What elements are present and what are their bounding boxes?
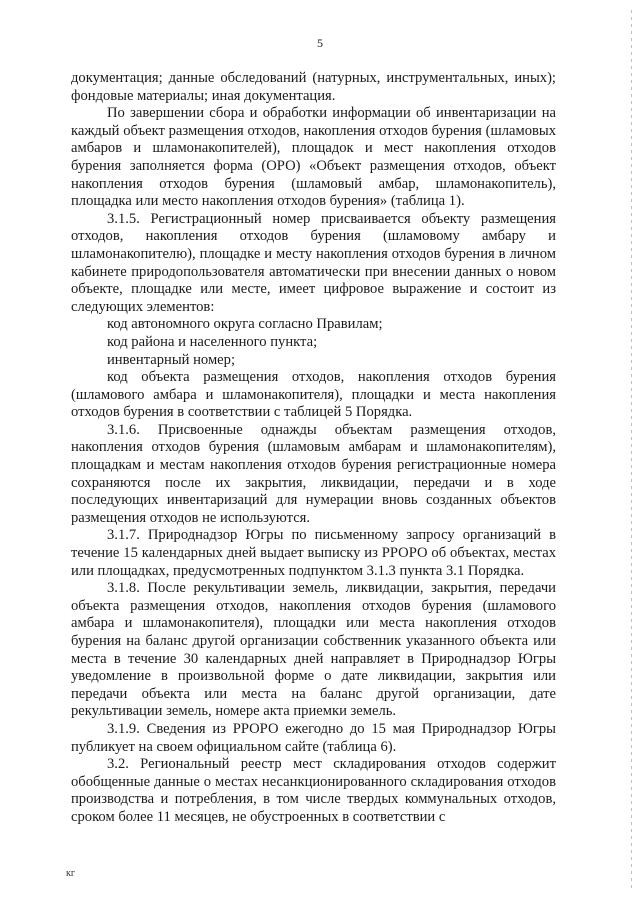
list-item-inventory-number: инвентарный номер; [107,351,236,368]
list-item-okrug-code: код автономного округа согласно Правилам; [107,316,383,333]
paragraph-3-2: 3.2. Региональный реестр мест складирования отходов содержит обобщенные данные о местах несанкционированного складирования отходов производства и потребления, в том числе твердых коммунальных отходов, сроком более 11 месяцев, не обустроенных в соответствии с [71,756,556,825]
paragraph-3-1-7: 3.1.7. Природнадзор Югры по письменному запросу организаций в течение 15 календарных дней выдает выписку из РРОРО об объектах, местах или площадках, предусмотренных подпунктом 3.1.3 пункта 3.1 Порядка. [71,527,556,579]
paragraph-3-1-8: 3.1.8. После рекультивации земель, ликвидации, закрытия, передачи объекта размещения отходов, накопления отходов бурения (шламового амбара и шламонакопителя), площадки или места накопления отходов бурения на баланс другой организации собственник указанного объекта или места в течение 30 календарных дней направляет в Природнадзор Югры уведомление в произвольной форме о дате ликвидации, закрытия или передачи объекта или места на баланс другой организации, дате рекультивации земель, номере акта приемки земель. [71,580,556,720]
list-item-district-code: код района и населенного пункта; [107,333,318,350]
paragraph-3-1-9: 3.1.9. Сведения из РРОРО ежегодно до 15 мая Природнадзор Югры публикует на своем официальном сайте (таблица 6). [71,720,556,755]
paragraph-3-1-6: 3.1.6. Присвоенные однажды объектам размещения отходов, накопления отходов бурения (шламовым амбарам и шламонакопителям), площадкам и местам накопления отходов бурения регистрационные номера сохраняются после их закрытия, ликвидации, передачи и в ходе последующих инвентаризаций для нумерации вновь созданных объектов размещения отходов не используются. [71,421,556,526]
paragraph-inventory-form: По завершении сбора и обработки информации об инвентаризации на каждый объект размещения отходов, накопления отходов бурения (шламовых амбаров и шламонакопителей), площадок и мест накопления отходов бурения заполняется форма (ОРО) «Объект размещения отходов, объект накопления отходов бурения (шламовый амбар, шламонакопитель), площадка или место накопления отходов бурения» (таблица 1). [71,105,556,210]
footer-mark: кг [66,868,75,879]
document-body [71,70,556,827]
scan-edge-line [631,10,632,890]
list-item-object-code: код объекта размещения отходов, накопления отходов бурения (шламового амбара и шламонакопителя), площадки и места накопления отходов бурения в соответствии с таблицей 5 Порядка. [71,369,556,421]
paragraph-continuation: документация; данные обследований (натурных, инструментальных, иных); фондовые материалы; иная документация. [71,70,556,104]
paragraph-3-1-5: 3.1.5. Регистрационный номер присваивается объекту размещения отходов, накопления отходов бурения (шламовому амбару и шламонакопителю), площадке и месту накопления отходов бурения в личном кабинете природопользователя автоматически при внесении данных о новом объекте, площадке или месте, имеет цифровое выражение и состоит из следующих элементов: [71,210,556,315]
page-number: 5 [317,36,323,50]
